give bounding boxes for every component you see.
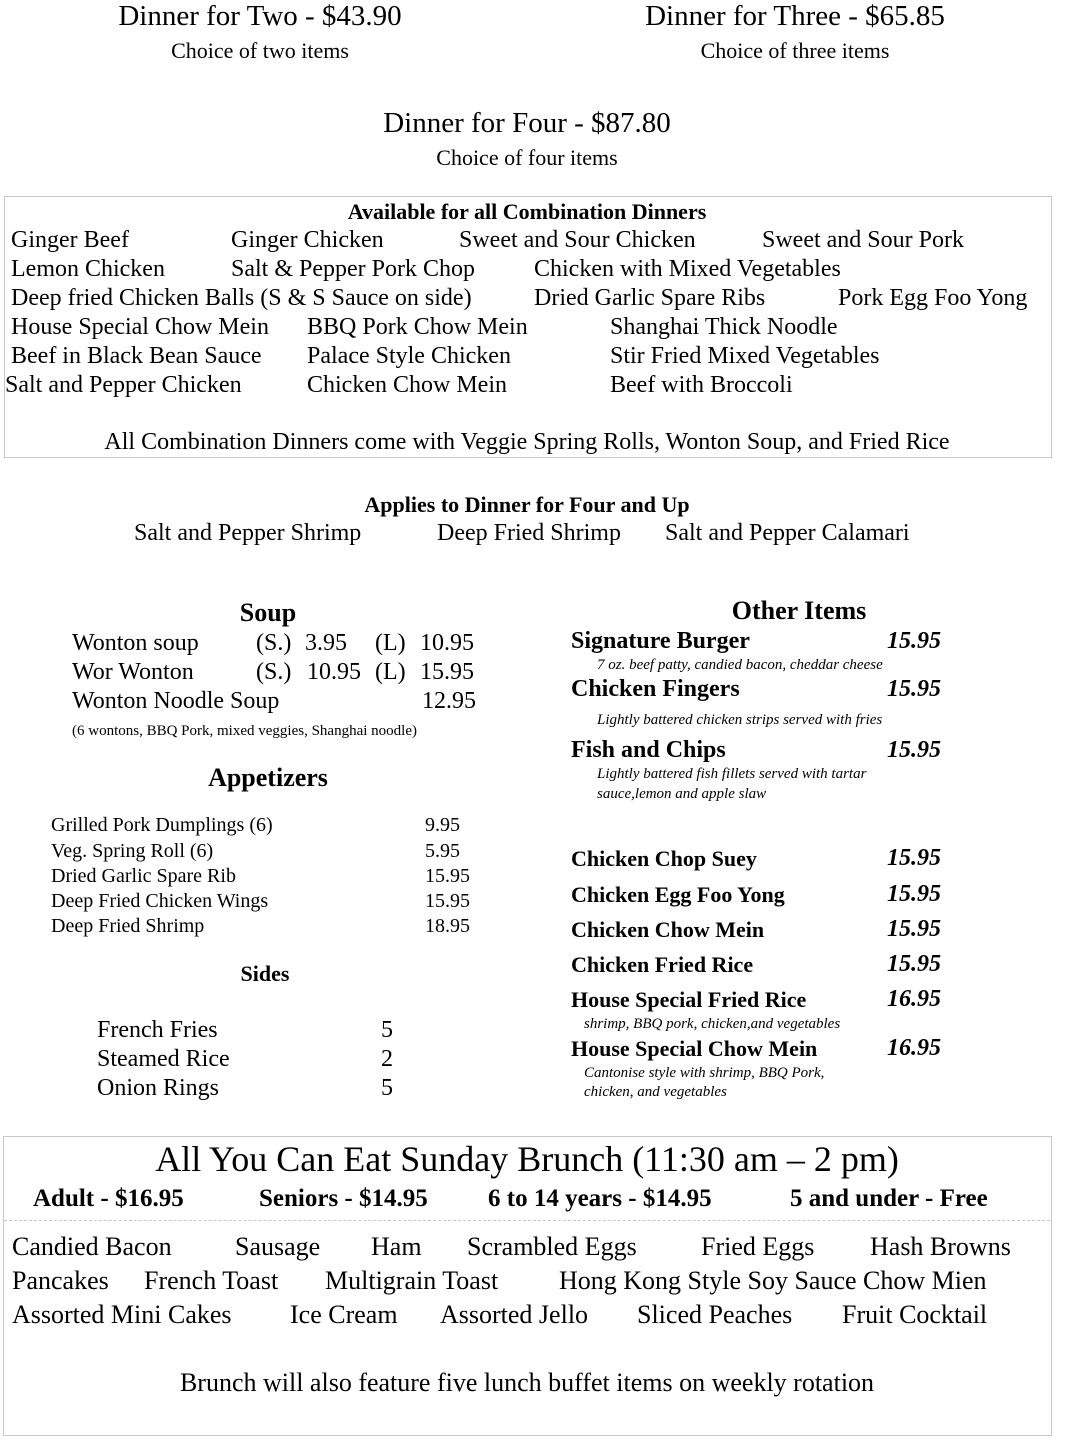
brunch-price: 5 and under - Free bbox=[790, 1185, 988, 1212]
soup-name: Wonton Noodle Soup bbox=[72, 688, 280, 714]
appetizer-price: 9.95 bbox=[425, 814, 460, 836]
other-item-name: Chicken Chow Mein bbox=[571, 917, 765, 942]
other-item-desc: Cantonise style with shrimp, BBQ Pork, bbox=[584, 1065, 825, 1081]
soup-small-label: (S.) bbox=[256, 659, 292, 685]
deal-four-subtitle: Choice of four items bbox=[436, 145, 618, 170]
appetizer-price: 18.95 bbox=[425, 915, 470, 937]
side-name: Onion Rings bbox=[97, 1075, 220, 1101]
soup-large-label: (L) bbox=[375, 659, 406, 685]
other-item-desc: 7 oz. beef patty, candied bacon, cheddar cheese bbox=[597, 657, 883, 673]
brunch-item: Fried Eggs bbox=[701, 1232, 815, 1261]
brunch-item: Ice Cream bbox=[290, 1300, 398, 1329]
combo-item: Chicken with Mixed Vegetables bbox=[534, 256, 841, 282]
deal-two-subtitle: Choice of two items bbox=[171, 38, 349, 63]
brunch-item: Hong Kong Style Soy Sauce Chow Mien bbox=[559, 1266, 987, 1295]
brunch-price: 6 to 14 years - $14.95 bbox=[488, 1185, 712, 1212]
other-item-price: 15.95 bbox=[887, 951, 941, 977]
brunch-item: Sausage bbox=[235, 1232, 321, 1261]
side-price: 5 bbox=[381, 1017, 393, 1043]
combination-footer: All Combination Dinners come with Veggie Spring Rolls, Wonton Soup, and Fried Rice bbox=[104, 429, 950, 455]
other-item-desc: Lightly battered fish fillets served with tartar bbox=[597, 766, 867, 782]
combo-item: Beef in Black Bean Sauce bbox=[11, 343, 262, 369]
deal-two-title: Dinner for Two - $43.90 bbox=[118, 0, 402, 32]
other-item-price: 16.95 bbox=[887, 1035, 941, 1061]
combination-heading: Available for all Combination Dinners bbox=[347, 199, 707, 224]
combo-item: Stir Fried Mixed Vegetables bbox=[610, 343, 880, 369]
other-item-price: 16.95 bbox=[887, 986, 941, 1012]
combo-item: BBQ Pork Chow Mein bbox=[307, 314, 528, 340]
appetizers-heading: Appetizers bbox=[208, 763, 328, 792]
appetizer-name: Grilled Pork Dumplings (6) bbox=[51, 814, 273, 836]
brunch-item: Multigrain Toast bbox=[325, 1266, 499, 1295]
soup-small-price: 3.95 bbox=[305, 630, 347, 656]
brunch-item: Scrambled Eggs bbox=[467, 1232, 637, 1261]
other-item-desc-2: sauce,lemon and apple slaw bbox=[597, 786, 767, 802]
combo-item: Pork Egg Foo Yong bbox=[838, 285, 1028, 311]
appetizer-name: Veg. Spring Roll (6) bbox=[51, 840, 214, 862]
other-item-desc: Lightly battered chicken strips served with fries bbox=[597, 712, 883, 728]
other-item-price: 15.95 bbox=[887, 676, 941, 702]
soup-price: 12.95 bbox=[422, 688, 476, 714]
brunch-item: Fruit Cocktail bbox=[842, 1300, 988, 1329]
soup-name: Wonton soup bbox=[72, 630, 199, 656]
brunch-item: Assorted Mini Cakes bbox=[12, 1300, 232, 1329]
other-item-price: 15.95 bbox=[887, 628, 941, 654]
combo-item: Chicken Chow Mein bbox=[307, 372, 507, 398]
other-item-desc: shrimp, BBQ pork, chicken,and vegetables bbox=[584, 1016, 841, 1032]
combo-item: Deep fried Chicken Balls (S & S Sauce on side) bbox=[11, 285, 472, 311]
other-item-name: House Special Chow Mein bbox=[571, 1036, 818, 1061]
brunch-divider bbox=[4, 1220, 1050, 1221]
brunch-item: French Toast bbox=[144, 1266, 279, 1295]
soup-large-price: 15.95 bbox=[420, 659, 474, 685]
brunch-item: Assorted Jello bbox=[440, 1300, 589, 1329]
appetizer-name: Deep Fried Chicken Wings bbox=[51, 890, 269, 912]
soup-large-label: (L) bbox=[375, 630, 406, 656]
combo-item: Sweet and Sour Chicken bbox=[459, 227, 696, 253]
deal-three-subtitle: Choice of three items bbox=[700, 38, 890, 63]
appetizer-price: 5.95 bbox=[425, 840, 460, 862]
side-name: French Fries bbox=[97, 1017, 218, 1043]
other-item-name: Chicken Chop Suey bbox=[571, 846, 757, 871]
brunch-price: Adult - $16.95 bbox=[33, 1185, 184, 1212]
other-item-name: Chicken Fried Rice bbox=[571, 952, 754, 977]
brunch-item: Pancakes bbox=[12, 1266, 109, 1295]
combo-item: Palace Style Chicken bbox=[307, 343, 511, 369]
deal-four-title: Dinner for Four - $87.80 bbox=[383, 107, 671, 139]
combo-item: Beef with Broccoli bbox=[610, 372, 793, 398]
soup-small-price: 10.95 bbox=[307, 659, 361, 685]
appetizer-name: Deep Fried Shrimp bbox=[51, 915, 205, 937]
brunch-item: Sliced Peaches bbox=[637, 1300, 793, 1329]
sides-heading: Sides bbox=[240, 961, 290, 986]
appetizer-price: 15.95 bbox=[425, 890, 470, 912]
combo-item: Sweet and Sour Pork bbox=[762, 227, 964, 253]
other-item-name: Chicken Egg Foo Yong bbox=[571, 882, 785, 907]
other-item-price: 15.95 bbox=[887, 916, 941, 942]
other-item-name: Chicken Fingers bbox=[571, 676, 740, 702]
combo-item: Salt and Pepper Chicken bbox=[5, 372, 242, 398]
four-up-item: Deep Fried Shrimp bbox=[437, 520, 621, 546]
brunch-item: Hash Browns bbox=[870, 1232, 1011, 1261]
other-item-name: Fish and Chips bbox=[571, 737, 726, 763]
soup-heading: Soup bbox=[239, 598, 297, 627]
side-price: 2 bbox=[381, 1046, 393, 1072]
other-item-price: 15.95 bbox=[887, 845, 941, 871]
soup-large-price: 10.95 bbox=[420, 630, 474, 656]
other-item-name: Signature Burger bbox=[571, 628, 750, 654]
other-item-name: House Special Fried Rice bbox=[571, 987, 807, 1012]
other-item-desc-2: chicken, and vegetables bbox=[584, 1084, 727, 1100]
deal-three-title: Dinner for Three - $65.85 bbox=[645, 0, 945, 32]
side-price: 5 bbox=[381, 1075, 393, 1101]
brunch-title: All You Can Eat Sunday Brunch (11:30 am – 2 pm) bbox=[155, 1139, 899, 1179]
brunch-price: Seniors - $14.95 bbox=[259, 1185, 428, 1212]
brunch-footer: Brunch will also feature five lunch buffet items on weekly rotation bbox=[179, 1368, 875, 1397]
combo-item: Shanghai Thick Noodle bbox=[610, 314, 838, 340]
combo-item: Dried Garlic Spare Ribs bbox=[534, 285, 766, 311]
four-up-item: Salt and Pepper Calamari bbox=[665, 520, 910, 546]
appetizer-price: 15.95 bbox=[425, 865, 470, 887]
brunch-item: Ham bbox=[371, 1232, 422, 1261]
side-name: Steamed Rice bbox=[97, 1046, 230, 1072]
combo-item: Ginger Chicken bbox=[231, 227, 384, 253]
brunch-item: Candied Bacon bbox=[12, 1232, 172, 1261]
combo-item: House Special Chow Mein bbox=[11, 314, 269, 340]
soup-note: (6 wontons, BBQ Pork, mixed veggies, Shanghai noodle) bbox=[72, 723, 417, 739]
combo-item: Ginger Beef bbox=[11, 227, 129, 253]
appetizer-name: Dried Garlic Spare Rib bbox=[51, 865, 236, 887]
other-item-price: 15.95 bbox=[887, 881, 941, 907]
four-up-heading: Applies to Dinner for Four and Up bbox=[364, 492, 690, 517]
combo-item: Lemon Chicken bbox=[11, 256, 165, 282]
other-items-heading: Other Items bbox=[731, 596, 867, 625]
four-up-item: Salt and Pepper Shrimp bbox=[134, 520, 362, 546]
soup-small-label: (S.) bbox=[256, 630, 292, 656]
other-item-price: 15.95 bbox=[887, 737, 941, 763]
soup-name: Wor Wonton bbox=[72, 659, 194, 685]
combo-item: Salt & Pepper Pork Chop bbox=[231, 256, 475, 282]
